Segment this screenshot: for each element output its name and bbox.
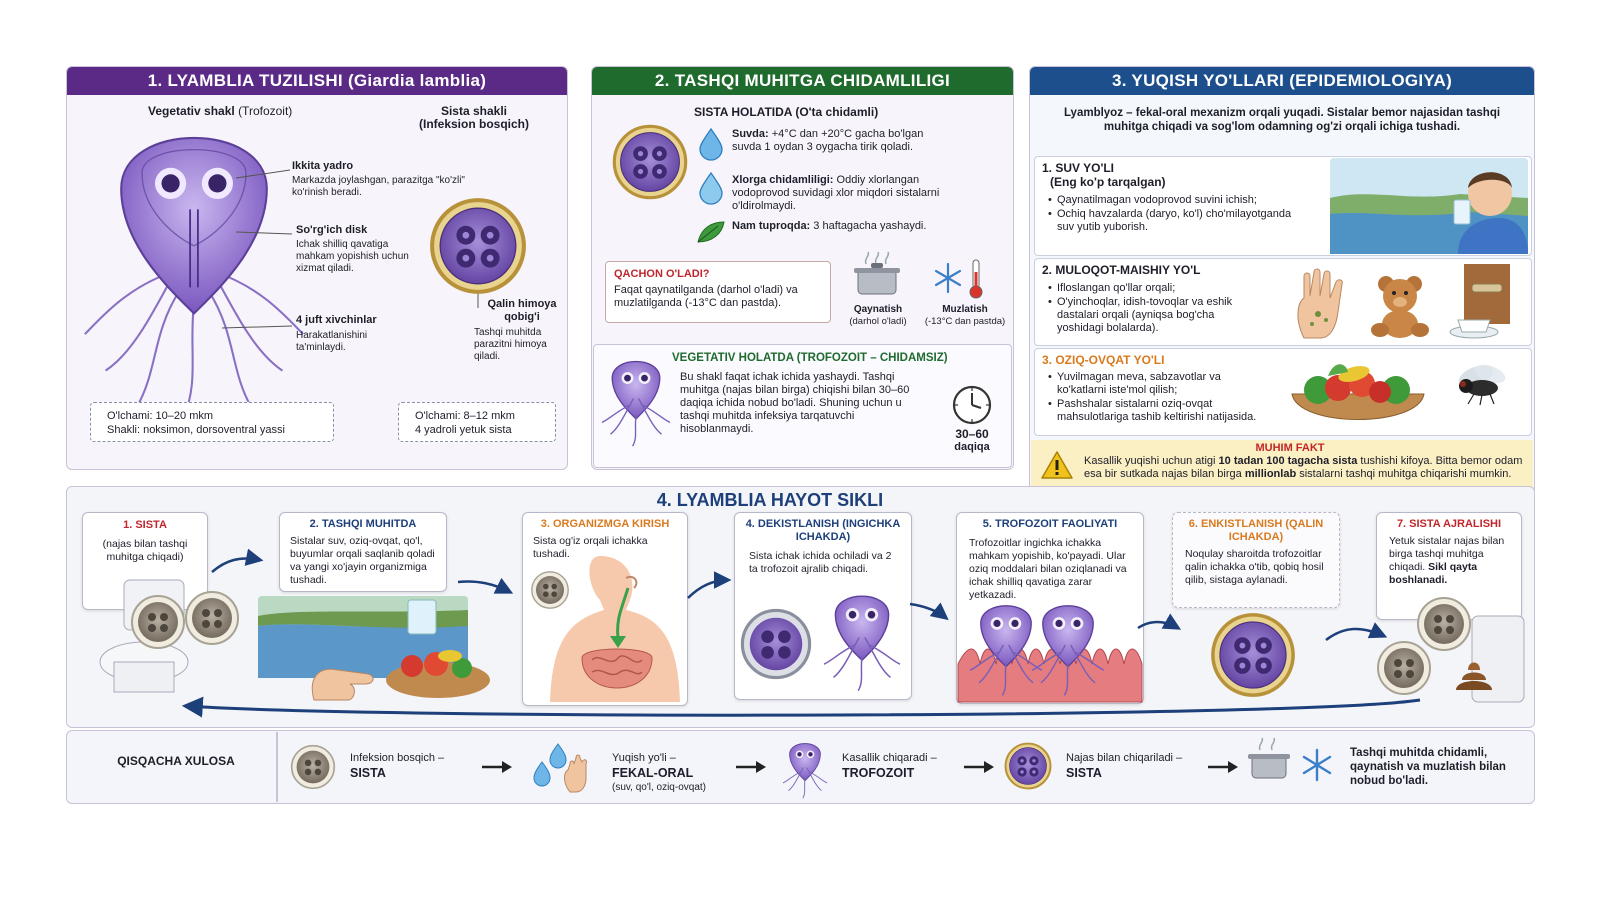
snowflake-icon — [1300, 748, 1334, 782]
cyst-wall-desc: Tashqi muhitda parazitni himoya qiladi. — [474, 327, 547, 362]
part-desc-disk: Ichak shilliq qavatiga mahkam yopishish uchun xizmat qiladi. — [296, 239, 409, 274]
lifecycle-step-1: 1. SISTA (najas bilan tashqi muhitga chiqadi) — [82, 512, 208, 610]
cyst-resistance-heading: SISTA HOLATIDA (O'ta chidamli) — [694, 105, 879, 119]
route-water-title: 1. SUV YO'LI — [1042, 161, 1114, 175]
lifecycle-step-7: 7. SISTA AJRALISHI Yetuk sistalar najas bilan birga tashqi muhitga chiqadi. Sikl qayta boshlanadi. — [1376, 512, 1522, 620]
lifecycle-step-2: 2. TASHQI MUHITDA Sistalar suv, oziq-ovqat, qo'l, buyumlar orqali saqlanib qoladi va yangi xo'jayin organizmiga tushadi. — [279, 512, 447, 592]
arrow-right-icon — [480, 760, 514, 774]
summary-item-3: Kasallik chiqaradi – TROFOZOIT — [842, 752, 937, 780]
fact-heading: MUHIM FAKT — [1255, 442, 1325, 454]
pot-icon — [1246, 742, 1292, 784]
cyst-icon — [290, 744, 336, 790]
summary-item-4: Najas bilan chiqariladi – SISTA — [1066, 752, 1183, 780]
route-water-subtitle: (Eng ko'p tarqalgan) — [1050, 175, 1166, 189]
summary-item-2: Yuqish yo'li – FEKAL-ORAL (suv, qo'l, oziq-ovqat) — [612, 752, 706, 793]
trophozoite-icon — [782, 740, 828, 800]
lifecycle-step-6: 6. ENKISTLANISH (QALIN ICHAKDA) Noqulay sharoitda trofozoitlar qalin ichakka o'tib, qobiq hosil qilib, sistaga aylanadi. — [1172, 512, 1340, 608]
transmission-intro: Lyamblyoz – fekal-oral mexanizm orqali yuqadi. Sistalar bemor najasidan tashqi muhitga chiqadi va sog'lom odamning og'zi orqali ichiga tushadi. — [1063, 107, 1501, 133]
arrow-right-icon — [734, 760, 768, 774]
arrow-right-icon — [1206, 760, 1240, 774]
cyst-size-box: O'lchami: 8–12 mkm 4 yadroli yetuk sista — [398, 402, 556, 442]
resist-water: Suvda: +4°C dan +20°C gacha bo'lgan suvda 1 oydan 3 oygacha tirik qoladi. — [732, 128, 924, 153]
lifecycle-step-3: 3. ORGANIZMGA KIRISH Sista og'iz orqali ichakka tushadi. — [522, 512, 688, 706]
panel-structure-title: 1. LYAMBLIA TUZILISHI (Giardia lamblia) — [67, 67, 567, 95]
freeze-sub: (-13°C dan pastda) — [924, 316, 1006, 327]
drops-hand-icon — [530, 742, 594, 794]
route-contact-bullets: • Ifloslangan qo'llar orqali; • O'yinchoqlar, idish-tovoqlar va eshik dastalari orqali (ayniqsa bog'cha yoshidagi bolalarda). — [1048, 282, 1260, 336]
fact-text: Kasallik yuqishi uchun atigi 10 tadan 100 tagacha sista tushishi kifoya. Bitta bemor odam esa bir sutkada najas bilan birga millionlab sistalarni tashqi muhitga chiqarishi mumkin. — [1084, 455, 1523, 480]
route-contact-title: 2. MULOQOT-MAISHIY YO'L — [1042, 263, 1201, 277]
part-desc-flagella: Harakatlanishini ta'minlaydi. — [296, 330, 368, 353]
summary-divider — [276, 732, 278, 802]
route-food-title: 3. OZIQ-OVQAT YO'LI — [1042, 353, 1165, 367]
panel-transmission-title: 3. YUQISH YO'LLARI (EPIDEMIOLOGIYA) — [1030, 67, 1534, 95]
lifecycle-step-4: 4. DEKISTLANISH (INGICHKA ICHAKDA) Sista ichak ichida ochiladi va 2 ta trofozoit ajralib chiqadi. — [734, 512, 912, 700]
boil-label: Qaynatish — [853, 304, 903, 315]
vegetative-label: Vegetativ shakl (Trofozoit) — [148, 104, 293, 118]
kill-box: QACHON O'LADI? Faqat qaynatilganda (darhol o'ladi) va muzlatilganda (-13°C dan pastda). — [605, 261, 831, 323]
boil-sub: (darhol o'ladi) — [849, 316, 907, 327]
part-name-nuclei: Ikkita yadro — [292, 160, 354, 172]
clock-unit: daqiqa — [954, 441, 990, 453]
resist-soil: Nam tuproqda: 3 haftagacha yashaydi. — [732, 220, 927, 232]
summary-label: QISQACHA XULOSA — [117, 754, 235, 768]
troph-size-box: O'lchami: 10–20 mkm Shakli: noksimon, dorsoventral yassi — [90, 402, 334, 442]
route-food-bullets: • Yuvilmagan meva, sabzavotlar va ko'katlarni iste'mol qilish; • Pashshalar sistalarni oziq-ovqat mahsulotlariga tashib keltirishi natijasida. — [1048, 371, 1270, 425]
cyst-icon — [1004, 742, 1052, 790]
part-desc-nuclei: Markazda joylashgan, parazitga "ko'zli" ko'rinish beradi. — [292, 175, 465, 198]
freeze-label: Muzlatish — [942, 304, 988, 315]
arrow-right-icon — [962, 760, 996, 774]
part-name-disk: So'rg'ich disk — [296, 224, 368, 236]
route-water-bullets: • Qaynatilmagan vodoprovod suvini ichish; • Ochiq havzalarda (daryo, ko'l) cho'milayotganda suv yutib yuborish. — [1048, 194, 1294, 235]
vegetative-box: VEGETATIV HOLATDA (TROFOZOIT – CHIDAMSIZ) Bu shakl faqat ichak ichida yashaydi. Tashqi muhitga (najas bilan birga) chiqishi bilan 30–60 daqiqa ichida nobud bo'ladi. Shuning uchun u tashqi muhitda infeksiya tarqatuvchi hisoblanmaydi. — [593, 344, 1012, 468]
panel-lifecycle-title: 4. LYAMBLIA HAYOT SIKLI — [656, 490, 884, 510]
cyst-wall-name: Qalin himoya qobig'i — [487, 298, 557, 323]
panel-resistance-title: 2. TASHQI MUHITGA CHIDAMLILIGI — [592, 67, 1013, 95]
clock-value: 30–60 — [955, 427, 989, 441]
resist-chlorine: Xlorga chidamliligi: Oddiy xlorlangan vodoprovod suvidagi xlor miqdori sistalarni o'ldirolmaydi. — [732, 174, 940, 212]
lifecycle-step-5: 5. TROFOZOIT FAOLIYATI Trofozoitlar ingichka ichakka mahkam yopishib, ko'payadi. Ular oziq moddalari bilan oziqlanadi va ichak shilliq qavatiga zarar yetkazadi. — [956, 512, 1144, 704]
part-name-flagella: 4 juft xivchinlar — [296, 314, 377, 326]
cyst-label: Sista shakli (Infeksion bosqich) — [418, 104, 529, 131]
summary-item-5: Tashqi muhitda chidamli, qaynatish va muzlatish bilan nobud bo'ladi. — [1350, 747, 1506, 787]
summary-item-1: Infeksion bosqich – SISTA — [350, 752, 445, 780]
